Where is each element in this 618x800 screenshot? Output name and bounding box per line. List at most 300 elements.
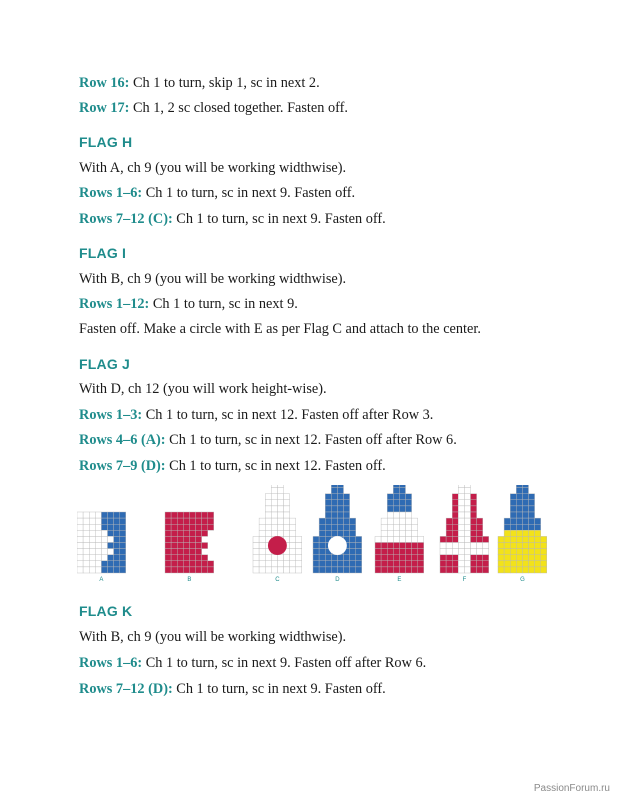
chart-cell [337,512,343,518]
chart-cell [412,561,418,567]
chart-cell [387,567,393,573]
chart-cell [101,543,107,549]
instruction-line [79,210,386,228]
chart-cell [464,518,470,524]
chart-cell [284,494,290,500]
chart-cell [387,500,393,506]
chart-cell [108,543,114,549]
chart-cell [337,485,343,488]
chart-cell [412,549,418,555]
chart-cell [464,485,470,488]
chart-cell [271,488,277,494]
chart-cell [406,512,412,518]
chart-cell [412,518,418,524]
chart-cell [375,561,381,567]
chart-cell [350,543,356,549]
instruction-line [79,184,355,202]
chart-cell [165,530,171,536]
chart-cell [196,512,202,518]
chart-cell [393,494,399,500]
instruction-line [79,320,481,338]
chart-cell [337,561,343,567]
chart-cell [77,567,83,573]
chart-cell [452,549,458,555]
chart-cell [393,543,399,549]
chart-cell [516,485,522,488]
chart-cell [406,543,412,549]
chart-cell [406,530,412,536]
chart-cell [337,500,343,506]
chart-cell [319,567,325,573]
chart-cell [471,536,477,542]
chart-cell [399,518,405,524]
chart-cell [452,506,458,512]
instruction-text: Ch 1 to turn, sc in next 12. Fasten off after Row 3. [142,407,434,423]
chart-cell [114,549,120,555]
chart-cell [313,536,319,542]
chart-cell [277,567,283,573]
chart-cell [77,543,83,549]
chart-cell [89,567,95,573]
section-heading: FLAG I [79,245,127,261]
chart-cell [183,567,189,573]
chart-cell [399,524,405,530]
chart-cell [253,555,259,561]
chart-cell [387,536,393,542]
chart-cell [529,506,535,512]
chart-circle [268,536,287,555]
chart-cell [350,555,356,561]
instruction-line [79,270,346,288]
chart-cell [446,555,452,561]
chart-cell [452,518,458,524]
watermark: PassionForum.ru [533,783,610,794]
instruction-line [79,654,426,672]
chart-cell [399,488,405,494]
chart-cell [477,524,483,530]
chart-cell [446,530,452,536]
chart-cell [325,512,331,518]
chart-cell [120,555,126,561]
chart-cell [464,512,470,518]
chart-cell [440,536,446,542]
chart-cell [344,506,350,512]
chart-cell [189,543,195,549]
chart-cell [313,543,319,549]
chart-cell [95,555,101,561]
chart-cell [171,561,177,567]
chart-cell [464,488,470,494]
chart-cell [471,567,477,573]
instruction-text: With B, ch 9 (you will be working widthwise). [79,629,347,645]
chart-cell [196,567,202,573]
chart-cell [108,536,114,542]
instruction-text: With D, ch 12 (you will work height-wise). [79,381,327,397]
flag-chart-b [165,512,214,583]
chart-cell [171,524,177,530]
chart-cell [171,530,177,536]
chart-cell [77,555,83,561]
chart-cell [177,549,183,555]
chart-label: F [462,577,467,583]
chart-cell [510,506,516,512]
chart-cell [331,512,337,518]
chart-cell [399,506,405,512]
chart-cell [471,518,477,524]
chart-cell [516,567,522,573]
chart-label: D [335,577,340,583]
chart-cell [171,549,177,555]
chart-cell [464,530,470,536]
chart-cell [208,518,214,524]
instruction-line [79,295,298,313]
chart-cell [522,488,528,494]
chart-cell [83,518,89,524]
chart-cell [77,512,83,518]
section-heading: FLAG K [79,603,133,619]
chart-cell [375,549,381,555]
chart-cell [464,549,470,555]
instruction-text: Ch 1, 2 sc closed together. Fasten off. [129,100,348,116]
chart-cell [399,536,405,542]
chart-cell [95,567,101,573]
chart-cell [387,543,393,549]
chart-cell [464,555,470,561]
chart-cell [83,555,89,561]
flag-chart-f [440,485,489,583]
chart-cell [77,518,83,524]
chart-cell [458,543,464,549]
chart-cell [202,555,208,561]
chart-cell [271,524,277,530]
chart-cell [277,555,283,561]
chart-cell [120,518,126,524]
chart-cell [265,567,271,573]
chart-cell [387,555,393,561]
chart-cell [89,561,95,567]
chart-cell [458,561,464,567]
chart-cell [101,536,107,542]
chart-cell [89,536,95,542]
instruction-line [79,159,346,177]
chart-cell [120,512,126,518]
chart-cell [89,543,95,549]
chart-cell [202,524,208,530]
row-label: Rows 1–6: [79,655,143,671]
chart-cell [399,512,405,518]
chart-cell [253,567,259,573]
chart-cell [541,543,547,549]
chart-cell [477,518,483,524]
chart-cell [114,543,120,549]
chart-cell [477,561,483,567]
chart-cell [535,536,541,542]
chart-cell [510,524,516,530]
chart-cell [101,512,107,518]
chart-cell [325,494,331,500]
chart-cell [522,561,528,567]
chart-cell [277,561,283,567]
chart-cell [498,536,504,542]
chart-cell [375,543,381,549]
chart-cell [529,524,535,530]
chart-cell [522,500,528,506]
chart-cell [471,506,477,512]
chart-cell [296,543,302,549]
chart-cell [412,567,418,573]
chart-cell [516,500,522,506]
chart-cell [393,567,399,573]
chart-cell [350,549,356,555]
chart-cell [89,524,95,530]
chart-cell [101,530,107,536]
chart-cell [541,561,547,567]
chart-cell [344,530,350,536]
chart-cell [331,555,337,561]
chart-cell [331,530,337,536]
row-label: Rows 1–3: [79,407,143,423]
chart-cell [325,530,331,536]
chart-cell [277,485,283,488]
chart-cell [313,567,319,573]
chart-cell [418,536,424,542]
chart-cell [458,518,464,524]
instruction-line [79,406,433,424]
chart-cell [387,512,393,518]
chart-cell [393,506,399,512]
chart-cell [277,488,283,494]
chart-cell [458,494,464,500]
chart-cell [259,561,265,567]
chart-cell [458,555,464,561]
chart-cell [83,536,89,542]
chart-cell [319,530,325,536]
row-label: Rows 1–12: [79,296,150,312]
chart-cell [452,530,458,536]
chart-cell [296,555,302,561]
chart-cell [498,567,504,573]
chart-cell [483,561,489,567]
chart-cell [504,555,510,561]
chart-cell [165,543,171,549]
chart-cell [516,543,522,549]
chart-cell [504,543,510,549]
chart-cell [183,512,189,518]
chart-cell [344,561,350,567]
chart-cell [253,536,259,542]
chart-cell [446,536,452,542]
chart-cell [202,561,208,567]
chart-cell [393,512,399,518]
chart-cell [89,518,95,524]
chart-cell [337,567,343,573]
chart-cell [290,549,296,555]
chart-cell [196,543,202,549]
chart-cell [114,530,120,536]
chart-cell [325,524,331,530]
chart-cell [202,567,208,573]
chart-cell [183,530,189,536]
chart-cell [177,524,183,530]
chart-cell [464,506,470,512]
chart-cell [95,524,101,530]
chart-cell [504,549,510,555]
instruction-text: Ch 1 to turn, sc in next 9. Fasten off. [142,185,356,201]
chart-cell [83,543,89,549]
chart-cell [471,561,477,567]
chart-circle [328,536,347,555]
chart-cell [522,506,528,512]
chart-cell [290,518,296,524]
chart-cell [452,555,458,561]
chart-cell [477,536,483,542]
chart-cell [259,543,265,549]
chart-cell [522,530,528,536]
chart-cell [208,524,214,530]
chart-cell [406,500,412,506]
chart-cell [344,567,350,573]
chart-label: A [99,577,104,583]
chart-label: B [187,577,192,583]
chart-cell [325,500,331,506]
chart-cell [399,500,405,506]
chart-cell [183,549,189,555]
chart-cell [319,543,325,549]
chart-cell [271,485,277,488]
chart-cell [108,567,114,573]
chart-cell [529,549,535,555]
flag-chart-a [77,512,126,583]
chart-cell [101,549,107,555]
chart-cell [529,512,535,518]
chart-cell [393,518,399,524]
chart-cell [393,500,399,506]
chart-cell [319,524,325,530]
chart-cell [516,530,522,536]
chart-cell [516,536,522,542]
chart-cell [471,494,477,500]
flag-chart-d [313,485,362,583]
instruction-line [79,380,327,398]
chart-cell [189,561,195,567]
chart-cell [393,530,399,536]
chart-cell [277,506,283,512]
chart-cell [516,524,522,530]
chart-cell [165,536,171,542]
chart-cell [171,555,177,561]
chart-cell [387,549,393,555]
chart-cell [399,561,405,567]
chart-cell [259,555,265,561]
chart-cell [183,561,189,567]
chart-cell [331,506,337,512]
chart-cell [516,518,522,524]
chart-cell [418,543,424,549]
chart-cell [290,561,296,567]
chart-cell [522,485,528,488]
chart-cell [387,530,393,536]
chart-cell [458,536,464,542]
chart-cell [313,555,319,561]
chart-cell [356,543,362,549]
chart-cell [114,567,120,573]
chart-cell [452,536,458,542]
chart-cell [522,518,528,524]
chart-cell [516,506,522,512]
chart-cell [259,549,265,555]
chart-cell [171,512,177,518]
chart-cell [504,524,510,530]
chart-cell [290,524,296,530]
chart-cell [452,512,458,518]
chart-cell [171,567,177,573]
chart-cell [284,506,290,512]
chart-cell [483,536,489,542]
chart-cell [483,549,489,555]
chart-cell [483,543,489,549]
chart-cell [265,518,271,524]
instruction-text: Ch 1 to turn, sc in next 9. Fasten off after Row 6. [142,655,427,671]
chart-cell [535,561,541,567]
chart-cell [271,555,277,561]
chart-cell [350,567,356,573]
chart-cell [331,518,337,524]
flag-chart-g [498,485,547,583]
chart-cell [331,494,337,500]
chart-cell [319,518,325,524]
chart-cell [177,543,183,549]
chart-cell [356,567,362,573]
instruction-text: Ch 1 to turn, sc in next 9. Fasten off. [172,211,386,227]
chart-cell [399,530,405,536]
chart-cell [189,536,195,542]
chart-cell [337,555,343,561]
chart-cell [541,555,547,561]
chart-cell [464,524,470,530]
chart-cell [95,512,101,518]
chart-cell [114,518,120,524]
chart-cell [277,530,283,536]
chart-cell [516,488,522,494]
chart-cell [393,561,399,567]
chart-cell [101,561,107,567]
chart-cell [381,567,387,573]
instruction-text: With B, ch 9 (you will be working widthwise). [79,271,347,287]
flag-chart-c [253,485,302,583]
chart-cell [177,530,183,536]
chart-cell [202,512,208,518]
chart-cell [510,494,516,500]
chart-cell [393,536,399,542]
chart-cell [516,512,522,518]
chart-cell [381,536,387,542]
chart-cell [177,512,183,518]
chart-cell [418,567,424,573]
chart-cell [541,536,547,542]
chart-cell [325,518,331,524]
chart-cell [344,555,350,561]
chart-cell [265,506,271,512]
chart-cell [189,549,195,555]
chart-cell [516,494,522,500]
chart-cell [381,530,387,536]
chart-cell [284,524,290,530]
chart-cell [189,530,195,536]
chart-cell [344,524,350,530]
chart-cell [284,555,290,561]
chart-cell [452,524,458,530]
chart-cell [83,524,89,530]
